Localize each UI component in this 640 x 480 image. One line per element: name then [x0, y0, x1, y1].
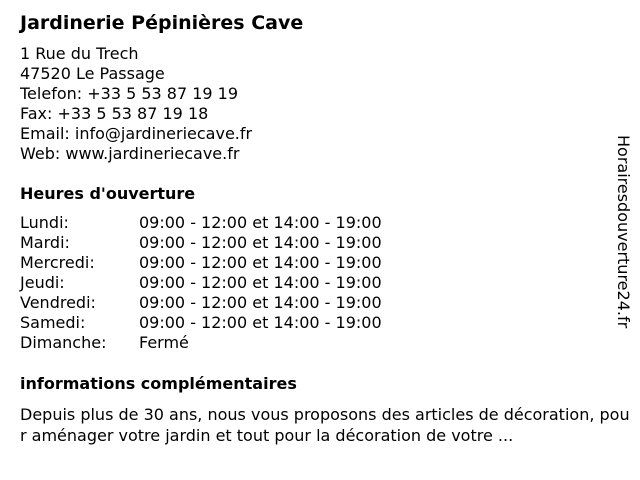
time-range: 09:00 - 12:00 et 14:00 - 19:00 [139, 253, 382, 272]
day-label: Samedi: [20, 313, 86, 332]
hours-row-wednesday [20, 253, 440, 273]
hours-row-sunday [20, 333, 440, 353]
hours-row-monday [20, 213, 440, 233]
website-address: Web: www.jardineriecave.fr [20, 144, 240, 163]
site-watermark: Horairesdouverture24.fr [614, 135, 633, 329]
contact-block [20, 44, 252, 164]
hours-row-saturday [20, 313, 440, 333]
time-range: 09:00 - 12:00 et 14:00 - 19:00 [139, 233, 382, 252]
email-address: Email: info@jardineriecave.fr [20, 124, 253, 143]
day-label: Vendredi: [20, 293, 96, 312]
phone-number: Telefon: +33 5 53 87 19 19 [20, 84, 239, 103]
hours-row-friday [20, 293, 440, 313]
day-label: Jeudi: [20, 273, 65, 292]
day-label: Dimanche: [20, 333, 107, 352]
opening-hours-heading: Heures d'ouverture [20, 184, 196, 203]
day-label: Mardi: [20, 233, 70, 252]
business-description: Depuis plus de 30 ans, nous vous proposons des articles de décoration, pour aménager votre jardin et tout pour la décoration de votre ... [20, 405, 630, 445]
time-range: Fermé [139, 333, 189, 352]
business-name: Jardinerie Pépinières Cave [20, 12, 304, 34]
fax-number: Fax: +33 5 53 87 19 18 [20, 104, 209, 123]
hours-row-tuesday [20, 233, 440, 253]
day-label: Lundi: [20, 213, 69, 232]
opening-hours-table [20, 213, 440, 353]
time-range: 09:00 - 12:00 et 14:00 - 19:00 [139, 313, 382, 332]
time-range: 09:00 - 12:00 et 14:00 - 19:00 [139, 213, 382, 232]
additional-info-heading: informations complémentaires [20, 374, 297, 393]
time-range: 09:00 - 12:00 et 14:00 - 19:00 [139, 273, 382, 292]
address-line-1: 1 Rue du Trech [20, 44, 139, 63]
day-label: Mercredi: [20, 253, 95, 272]
hours-row-thursday [20, 273, 440, 293]
address-line-2: 47520 Le Passage [20, 64, 165, 83]
time-range: 09:00 - 12:00 et 14:00 - 19:00 [139, 293, 382, 312]
